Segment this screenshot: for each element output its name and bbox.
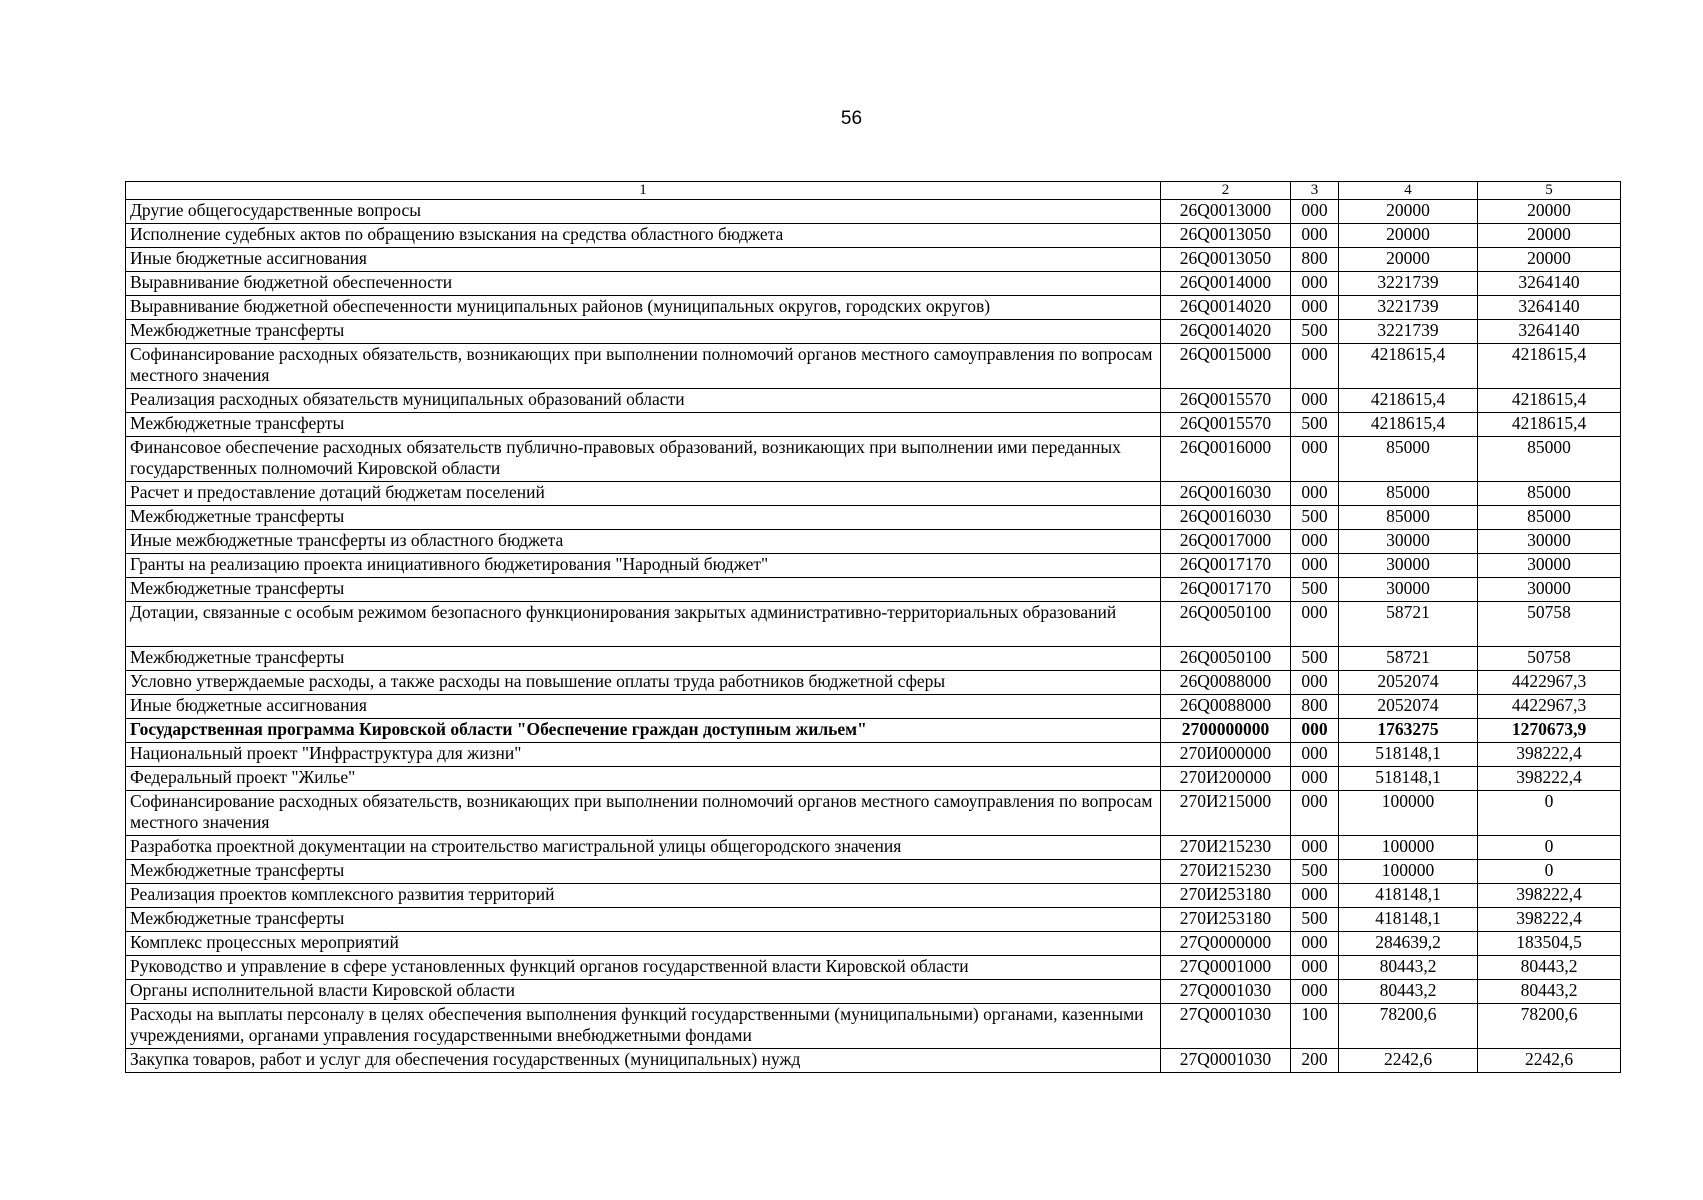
row-expense-type-cell: 000	[1291, 956, 1339, 980]
row-code-cell: 27Q0000000	[1161, 932, 1291, 956]
row-amount-4-cell: 80443,2	[1339, 956, 1478, 980]
row-name-cell: Межбюджетные трансферты	[126, 578, 1161, 602]
row-code-cell: 270И000000	[1161, 743, 1291, 767]
row-name-cell: Иные бюджетные ассигнования	[126, 695, 1161, 719]
table-row	[126, 578, 1621, 602]
row-amount-5-cell: 183504,5	[1478, 932, 1621, 956]
row-code-cell: 26Q0015570	[1161, 413, 1291, 437]
column-header-amount-5: 5	[1478, 182, 1621, 200]
row-code-cell: 26Q0014000	[1161, 272, 1291, 296]
row-expense-type-cell: 500	[1291, 578, 1339, 602]
row-code-cell: 27Q0001000	[1161, 956, 1291, 980]
row-code-cell: 26Q0017170	[1161, 554, 1291, 578]
row-code-cell: 26Q0050100	[1161, 602, 1291, 647]
table-row	[126, 554, 1621, 578]
row-amount-4-cell: 518148,1	[1339, 767, 1478, 791]
row-amount-4-cell: 20000	[1339, 248, 1478, 272]
row-code-cell: 270И200000	[1161, 767, 1291, 791]
row-amount-5-cell: 4218615,4	[1478, 413, 1621, 437]
row-amount-4-cell: 4218615,4	[1339, 344, 1478, 389]
row-amount-5-cell: 2242,6	[1478, 1049, 1621, 1073]
row-amount-4-cell: 58721	[1339, 647, 1478, 671]
row-name-cell: Национальный проект "Инфраструктура для жизни"	[126, 743, 1161, 767]
row-expense-type-cell: 000	[1291, 743, 1339, 767]
table-row	[126, 980, 1621, 1004]
row-expense-type-cell: 000	[1291, 980, 1339, 1004]
row-code-cell: 26Q0015570	[1161, 389, 1291, 413]
row-name-cell: Софинансирование расходных обязательств, возникающих при выполнении полномочий органов местного самоуправления по вопросам местного значения	[126, 344, 1161, 389]
row-amount-5-cell: 4218615,4	[1478, 344, 1621, 389]
row-amount-5-cell: 85000	[1478, 482, 1621, 506]
row-name-cell: Выравнивание бюджетной обеспеченности муниципальных районов (муниципальных округов, городских округов)	[126, 296, 1161, 320]
row-code-cell: 26Q0013050	[1161, 248, 1291, 272]
row-name-cell: Софинансирование расходных обязательств, возникающих при выполнении полномочий органов местного самоуправления по вопросам местного значения	[126, 791, 1161, 836]
row-amount-4-cell: 80443,2	[1339, 980, 1478, 1004]
table-row	[126, 200, 1621, 224]
row-expense-type-cell: 000	[1291, 791, 1339, 836]
row-expense-type-cell: 500	[1291, 908, 1339, 932]
row-name-cell: Межбюджетные трансферты	[126, 320, 1161, 344]
row-expense-type-cell: 000	[1291, 344, 1339, 389]
row-name-cell: Разработка проектной документации на строительство магистральной улицы общегородского значения	[126, 836, 1161, 860]
row-code-cell: 26Q0088000	[1161, 671, 1291, 695]
row-code-cell: 270И215000	[1161, 791, 1291, 836]
row-amount-5-cell: 30000	[1478, 530, 1621, 554]
row-name-cell: Органы исполнительной власти Кировской области	[126, 980, 1161, 1004]
row-amount-4-cell: 518148,1	[1339, 743, 1478, 767]
row-name-cell: Расходы на выплаты персоналу в целях обеспечения выполнения функций государственными (муниципальными) органами, казенными учреждениями, органами управления государственными внебюджетными фондами	[126, 1004, 1161, 1049]
row-name-cell: Закупка товаров, работ и услуг для обеспечения государственных (муниципальных) нужд	[126, 1049, 1161, 1073]
row-amount-4-cell: 3221739	[1339, 296, 1478, 320]
table-row	[126, 719, 1621, 743]
row-name-cell: Комплекс процессных мероприятий	[126, 932, 1161, 956]
table-row	[126, 602, 1621, 647]
row-amount-4-cell: 85000	[1339, 482, 1478, 506]
row-code-cell: 26Q0014020	[1161, 296, 1291, 320]
table-row	[126, 296, 1621, 320]
table-body	[126, 200, 1621, 1073]
table-header-row	[126, 182, 1621, 200]
table-row	[126, 224, 1621, 248]
row-expense-type-cell: 000	[1291, 389, 1339, 413]
row-expense-type-cell: 000	[1291, 932, 1339, 956]
row-name-cell: Федеральный проект "Жилье"	[126, 767, 1161, 791]
table-row	[126, 908, 1621, 932]
column-header-code: 2	[1161, 182, 1291, 200]
row-expense-type-cell: 000	[1291, 671, 1339, 695]
row-amount-4-cell: 2242,6	[1339, 1049, 1478, 1073]
budget-table	[125, 181, 1621, 1073]
table-row	[126, 272, 1621, 296]
row-amount-5-cell: 80443,2	[1478, 980, 1621, 1004]
table-row	[126, 860, 1621, 884]
table-row	[126, 344, 1621, 389]
row-expense-type-cell: 500	[1291, 506, 1339, 530]
row-amount-4-cell: 4218615,4	[1339, 413, 1478, 437]
row-name-cell: Исполнение судебных актов по обращению взыскания на средства областного бюджета	[126, 224, 1161, 248]
row-amount-4-cell: 30000	[1339, 578, 1478, 602]
row-code-cell: 27Q0001030	[1161, 1049, 1291, 1073]
row-code-cell: 27Q0001030	[1161, 980, 1291, 1004]
row-code-cell: 27Q0001030	[1161, 1004, 1291, 1049]
row-name-cell: Гранты на реализацию проекта инициативного бюджетирования "Народный бюджет"	[126, 554, 1161, 578]
row-amount-4-cell: 284639,2	[1339, 932, 1478, 956]
row-code-cell: 26Q0088000	[1161, 695, 1291, 719]
row-amount-5-cell: 20000	[1478, 200, 1621, 224]
row-expense-type-cell: 000	[1291, 437, 1339, 482]
row-amount-5-cell: 30000	[1478, 578, 1621, 602]
row-expense-type-cell: 000	[1291, 554, 1339, 578]
column-header-expense-type: 3	[1291, 182, 1339, 200]
row-name-cell: Дотации, связанные с особым режимом безопасного функционирования закрытых административно-территориальных образований	[126, 602, 1161, 647]
table-row	[126, 932, 1621, 956]
row-amount-5-cell: 50758	[1478, 602, 1621, 647]
table-row	[126, 482, 1621, 506]
row-expense-type-cell: 800	[1291, 248, 1339, 272]
row-amount-4-cell: 4218615,4	[1339, 389, 1478, 413]
row-name-cell: Руководство и управление в сфере установленных функций органов государственной власти Кировской области	[126, 956, 1161, 980]
row-amount-5-cell: 20000	[1478, 248, 1621, 272]
row-code-cell: 270И253180	[1161, 908, 1291, 932]
table-row	[126, 647, 1621, 671]
table-row	[126, 956, 1621, 980]
row-name-cell: Условно утверждаемые расходы, а также расходы на повышение оплаты труда работников бюджетной сферы	[126, 671, 1161, 695]
row-amount-5-cell: 0	[1478, 860, 1621, 884]
row-code-cell: 26Q0013000	[1161, 200, 1291, 224]
row-expense-type-cell: 000	[1291, 602, 1339, 647]
table-row	[126, 1049, 1621, 1073]
row-code-cell: 270И215230	[1161, 836, 1291, 860]
row-expense-type-cell: 000	[1291, 767, 1339, 791]
row-amount-5-cell: 0	[1478, 791, 1621, 836]
row-amount-4-cell: 58721	[1339, 602, 1478, 647]
row-amount-4-cell: 78200,6	[1339, 1004, 1478, 1049]
row-name-cell: Реализация проектов комплексного развития территорий	[126, 884, 1161, 908]
column-header-name: 1	[126, 182, 1161, 200]
table-row	[126, 248, 1621, 272]
table-row	[126, 695, 1621, 719]
row-amount-4-cell: 30000	[1339, 554, 1478, 578]
table-row	[126, 506, 1621, 530]
row-amount-4-cell: 100000	[1339, 836, 1478, 860]
row-amount-5-cell: 85000	[1478, 437, 1621, 482]
row-amount-4-cell: 20000	[1339, 200, 1478, 224]
row-code-cell: 2700000000	[1161, 719, 1291, 743]
row-amount-4-cell: 2052074	[1339, 671, 1478, 695]
row-name-cell: Иные межбюджетные трансферты из областного бюджета	[126, 530, 1161, 554]
row-code-cell: 26Q0017170	[1161, 578, 1291, 602]
row-name-cell: Финансовое обеспечение расходных обязательств публично-правовых образований, возникающих при выполнении ими переданных государственных полномочий Кировской области	[126, 437, 1161, 482]
row-name-cell: Межбюджетные трансферты	[126, 860, 1161, 884]
row-code-cell: 270И215230	[1161, 860, 1291, 884]
row-code-cell: 26Q0016030	[1161, 482, 1291, 506]
row-amount-4-cell: 20000	[1339, 224, 1478, 248]
row-amount-4-cell: 418148,1	[1339, 884, 1478, 908]
row-expense-type-cell: 500	[1291, 413, 1339, 437]
row-amount-5-cell: 398222,4	[1478, 743, 1621, 767]
row-amount-5-cell: 0	[1478, 836, 1621, 860]
row-amount-4-cell: 30000	[1339, 530, 1478, 554]
row-amount-5-cell: 20000	[1478, 224, 1621, 248]
row-name-cell: Реализация расходных обязательств муниципальных образований области	[126, 389, 1161, 413]
page-number: 56	[840, 108, 863, 129]
row-expense-type-cell: 000	[1291, 272, 1339, 296]
row-amount-4-cell: 100000	[1339, 860, 1478, 884]
row-name-cell: Межбюджетные трансферты	[126, 647, 1161, 671]
row-name-cell: Иные бюджетные ассигнования	[126, 248, 1161, 272]
row-expense-type-cell: 500	[1291, 647, 1339, 671]
row-expense-type-cell: 500	[1291, 860, 1339, 884]
row-amount-4-cell: 100000	[1339, 791, 1478, 836]
row-name-cell: Государственная программа Кировской области "Обеспечение граждан доступным жильем"	[126, 719, 1161, 743]
table-row	[126, 437, 1621, 482]
table-row	[126, 767, 1621, 791]
row-expense-type-cell: 000	[1291, 482, 1339, 506]
row-amount-5-cell: 50758	[1478, 647, 1621, 671]
table-row	[126, 530, 1621, 554]
row-amount-4-cell: 85000	[1339, 506, 1478, 530]
row-amount-5-cell: 398222,4	[1478, 884, 1621, 908]
row-expense-type-cell: 800	[1291, 695, 1339, 719]
row-amount-5-cell: 4422967,3	[1478, 695, 1621, 719]
row-expense-type-cell: 100	[1291, 1004, 1339, 1049]
row-name-cell: Другие общегосударственные вопросы	[126, 200, 1161, 224]
row-name-cell: Межбюджетные трансферты	[126, 908, 1161, 932]
row-amount-4-cell: 3221739	[1339, 320, 1478, 344]
row-amount-5-cell: 3264140	[1478, 320, 1621, 344]
row-code-cell: 26Q0013050	[1161, 224, 1291, 248]
row-code-cell: 26Q0016030	[1161, 506, 1291, 530]
row-amount-5-cell: 85000	[1478, 506, 1621, 530]
table-row	[126, 791, 1621, 836]
column-header-amount-4: 4	[1339, 182, 1478, 200]
table-row	[126, 1004, 1621, 1049]
row-amount-4-cell: 2052074	[1339, 695, 1478, 719]
row-expense-type-cell: 000	[1291, 719, 1339, 743]
row-name-cell: Межбюджетные трансферты	[126, 506, 1161, 530]
table-row	[126, 671, 1621, 695]
table-row	[126, 413, 1621, 437]
row-amount-5-cell: 4218615,4	[1478, 389, 1621, 413]
row-code-cell: 26Q0016000	[1161, 437, 1291, 482]
row-amount-5-cell: 3264140	[1478, 296, 1621, 320]
row-amount-5-cell: 3264140	[1478, 272, 1621, 296]
row-amount-5-cell: 1270673,9	[1478, 719, 1621, 743]
row-code-cell: 26Q0017000	[1161, 530, 1291, 554]
row-amount-4-cell: 1763275	[1339, 719, 1478, 743]
row-name-cell: Выравнивание бюджетной обеспеченности	[126, 272, 1161, 296]
table-row	[126, 320, 1621, 344]
row-amount-5-cell: 80443,2	[1478, 956, 1621, 980]
table-row	[126, 743, 1621, 767]
row-amount-4-cell: 85000	[1339, 437, 1478, 482]
row-code-cell: 26Q0015000	[1161, 344, 1291, 389]
row-amount-4-cell: 3221739	[1339, 272, 1478, 296]
row-expense-type-cell: 500	[1291, 320, 1339, 344]
row-expense-type-cell: 000	[1291, 530, 1339, 554]
row-amount-5-cell: 78200,6	[1478, 1004, 1621, 1049]
row-expense-type-cell: 000	[1291, 836, 1339, 860]
row-expense-type-cell: 000	[1291, 200, 1339, 224]
row-code-cell: 270И253180	[1161, 884, 1291, 908]
row-amount-4-cell: 418148,1	[1339, 908, 1478, 932]
row-amount-5-cell: 398222,4	[1478, 908, 1621, 932]
table-row	[126, 836, 1621, 860]
row-expense-type-cell: 000	[1291, 296, 1339, 320]
row-code-cell: 26Q0050100	[1161, 647, 1291, 671]
row-expense-type-cell: 000	[1291, 884, 1339, 908]
row-code-cell: 26Q0014020	[1161, 320, 1291, 344]
row-amount-5-cell: 398222,4	[1478, 767, 1621, 791]
row-name-cell: Расчет и предоставление дотаций бюджетам поселений	[126, 482, 1161, 506]
row-amount-5-cell: 30000	[1478, 554, 1621, 578]
row-name-cell: Межбюджетные трансферты	[126, 413, 1161, 437]
row-expense-type-cell: 000	[1291, 224, 1339, 248]
row-amount-5-cell: 4422967,3	[1478, 671, 1621, 695]
table-row	[126, 389, 1621, 413]
row-expense-type-cell: 200	[1291, 1049, 1339, 1073]
table-row	[126, 884, 1621, 908]
